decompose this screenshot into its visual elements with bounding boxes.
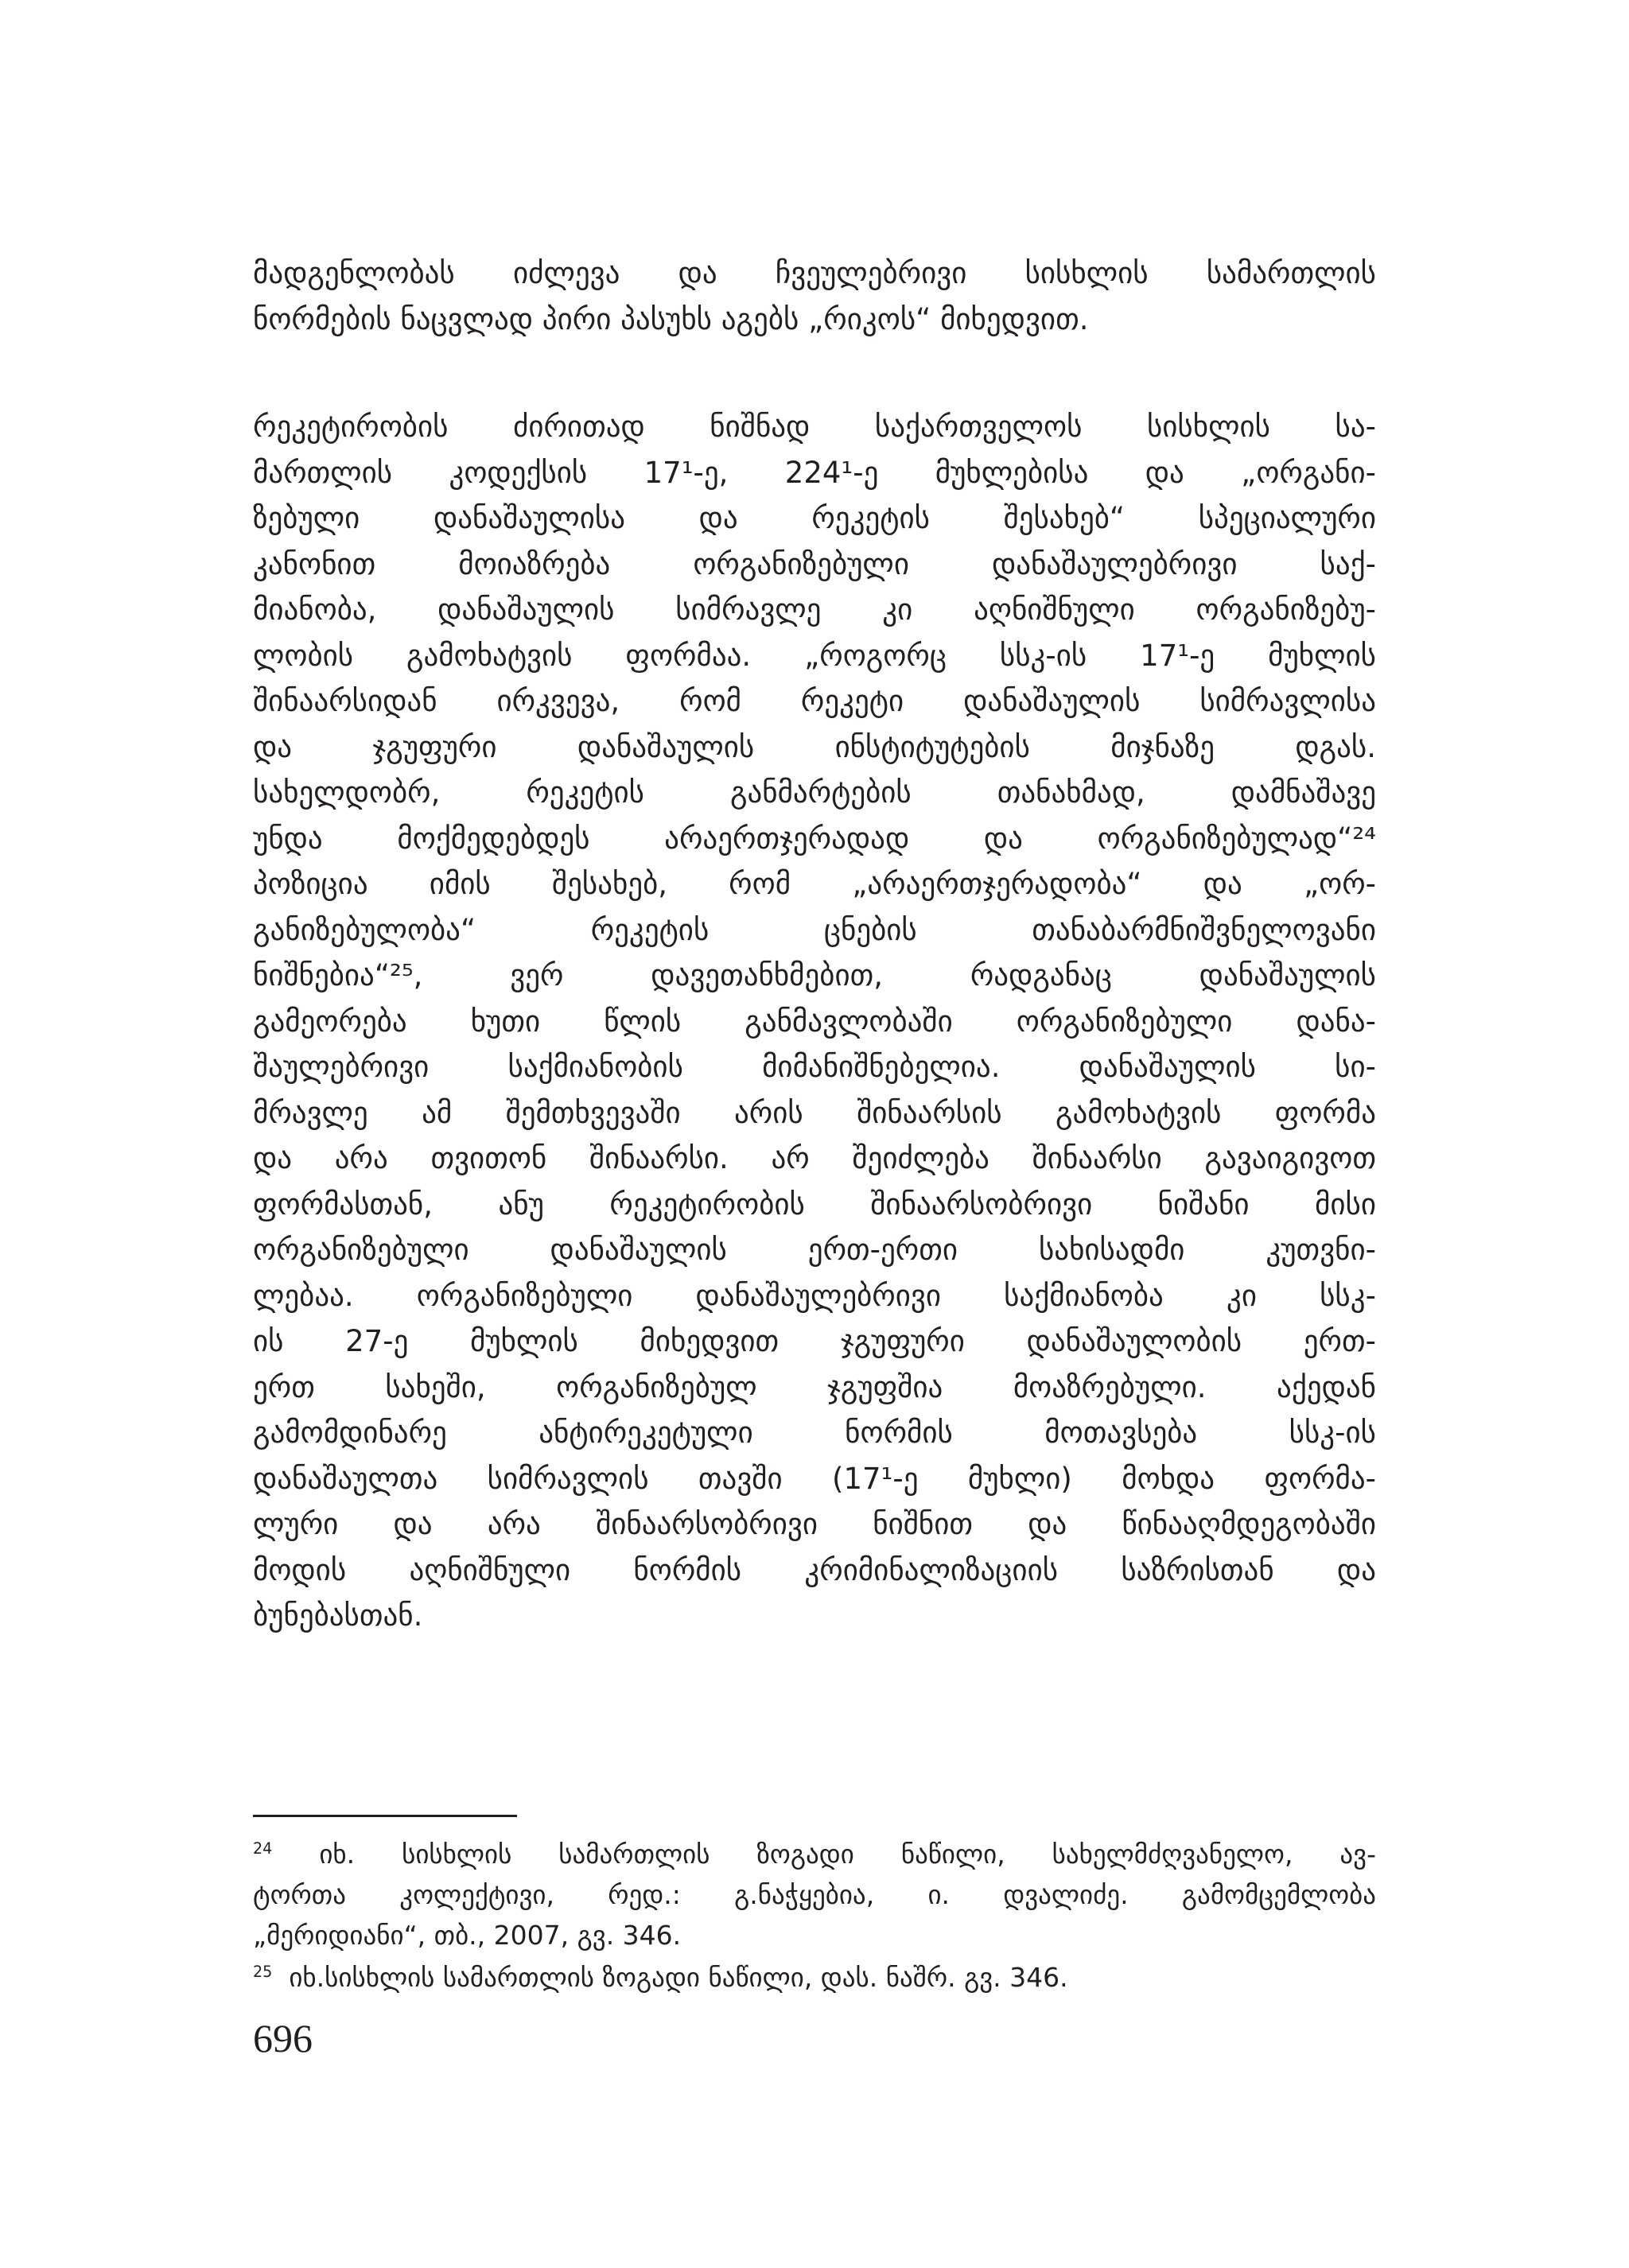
body-line: შინაარსიდან ირკვევა, რომ რეკეტი დანაშაულის სიმრავლისა: [253, 684, 1376, 718]
body-line: უნდა მოქმედებდეს არაერთჯერადად და ორგანიზებულად“²⁴: [253, 821, 1376, 856]
body-line: კანონით მოიაზრება ორგანიზებული დანაშაულებრივი საქ-: [253, 546, 1376, 581]
body-line: მადგენლობას იძლევა და ჩვეულებრივი სისხლის სამართლის: [253, 256, 1376, 290]
body-line: ის 27-ე მუხლის მიხედვით ჯგუფური დანაშაულობის ერთ-: [253, 1324, 1376, 1358]
body-line: ლობის გამოხატვის ფორმაა. „როგორც სსკ-ის 17¹-ე მუხლის: [253, 638, 1376, 673]
body-line: და არა თვითონ შინაარსი. არ შეიძლება შინაარსი გავაიგივოთ: [253, 1141, 1376, 1175]
footnote-text: იხ.სისხლის სამართლის ზოგადი ნაწილი, დას. ნაშრ. გვ. 346.: [272, 1962, 1068, 1993]
body-line: გამეორება ხუთი წლის განმავლობაში ორგანიზებული დანა-: [253, 1004, 1376, 1039]
body-line: დანაშაულთა სიმრავლის თავში (17¹-ე მუხლი) მოხდა ფორმა-: [253, 1461, 1376, 1496]
body-line: ნორმების ნაცვლად პირი პასუხს აგებს „რიკოს“ მიხედვით.: [253, 301, 1089, 336]
body-line: ზებული დანაშაულისა და რეკეტის შესახებ“ სპეციალური: [253, 501, 1376, 535]
body-line: შაულებრივი საქმიანობის მიმანიშნებელია. დანაშაულის სი-: [253, 1050, 1376, 1084]
body-line: და ჯგუფური დანაშაულის ინსტიტუტების მიჯნაზე დგას.: [253, 729, 1376, 764]
footnote-25: [253, 1957, 1376, 1998]
body-line: რეკეტირობის ძირითად ნიშნად საქართველოს სისხლის სა-: [253, 410, 1376, 444]
body-line: ბუნებასთან.: [253, 1598, 423, 1633]
footnote-marker: 25: [253, 1963, 273, 1981]
footnote-line: [253, 1957, 1376, 1998]
body-line: ორგანიზებული დანაშაულის ერთ-ერთი სახისადმი კუთვნი-: [253, 1233, 1376, 1267]
paragraph-1: [253, 250, 1376, 342]
body-line: ერთ სახეში, ორგანიზებულ ჯგუფშია მოაზრებული. აქედან: [253, 1369, 1376, 1404]
footnote-marker: 24: [253, 1839, 273, 1858]
body-line: მიანობა, დანაშაულის სიმრავლე კი აღნიშნული ორგანიზებუ-: [253, 592, 1376, 627]
footnote-separator: [253, 1815, 517, 1817]
body-line: განიზებულობა“ რეკეტის ცნების თანაბარმნიშვნელოვანი: [253, 912, 1376, 947]
footnote-line: [253, 1834, 1376, 1874]
footnote-text: იხ. სისხლის სამართლის ზოგადი ნაწილი, სახელმძღვანელო, ავ-: [319, 1839, 1376, 1870]
body-line: ლებაა. ორგანიზებული დანაშაულებრივი საქმიანობა კი სსკ-: [253, 1278, 1376, 1313]
body-line: ნიშნებია“²⁵, ვერ დავეთანხმებით, რადგანაც დანაშაულის: [253, 958, 1376, 992]
body-line: გამომდინარე ანტირეკეტული ნორმის მოთავსება სსკ-ის: [253, 1416, 1376, 1450]
body-line: მართლის კოდექსის 17¹-ე, 224¹-ე მუხლებისა და „ორგანი-: [253, 455, 1376, 490]
footnote-24: [253, 1834, 1376, 1955]
body-line: ფორმასთან, ანუ რეკეტირობის შინაარსობრივი ნიშანი მისი: [253, 1186, 1376, 1221]
paragraph-2: [253, 404, 1376, 1639]
footnote-line: ტორთა კოლექტივი, რედ.: გ.ნაჭყებია, ი. დვალიძე. გამომცემლობა: [253, 1879, 1376, 1910]
body-line: სახელდობრ, რეკეტის განმარტების თანახმად, დამნაშავე: [253, 775, 1376, 810]
body-line: მრავლე ამ შემთხვევაში არის შინაარსის გამოხატვის ფორმა: [253, 1095, 1376, 1130]
body-line: მოდის აღნიშნული ნორმის კრიმინალიზაციის საზრისთან და: [253, 1552, 1376, 1587]
page-number: 696: [253, 2016, 313, 2060]
body-line: პოზიცია იმის შესახებ, რომ „არაერთჯერადობა“ და „ორ-: [253, 867, 1376, 901]
footnote-line: „მერიდიანი“, თბ., 2007, გვ. 346.: [253, 1920, 682, 1951]
body-line: ლური და არა შინაარსობრივი ნიშნით და წინააღმდეგობაში: [253, 1507, 1376, 1541]
